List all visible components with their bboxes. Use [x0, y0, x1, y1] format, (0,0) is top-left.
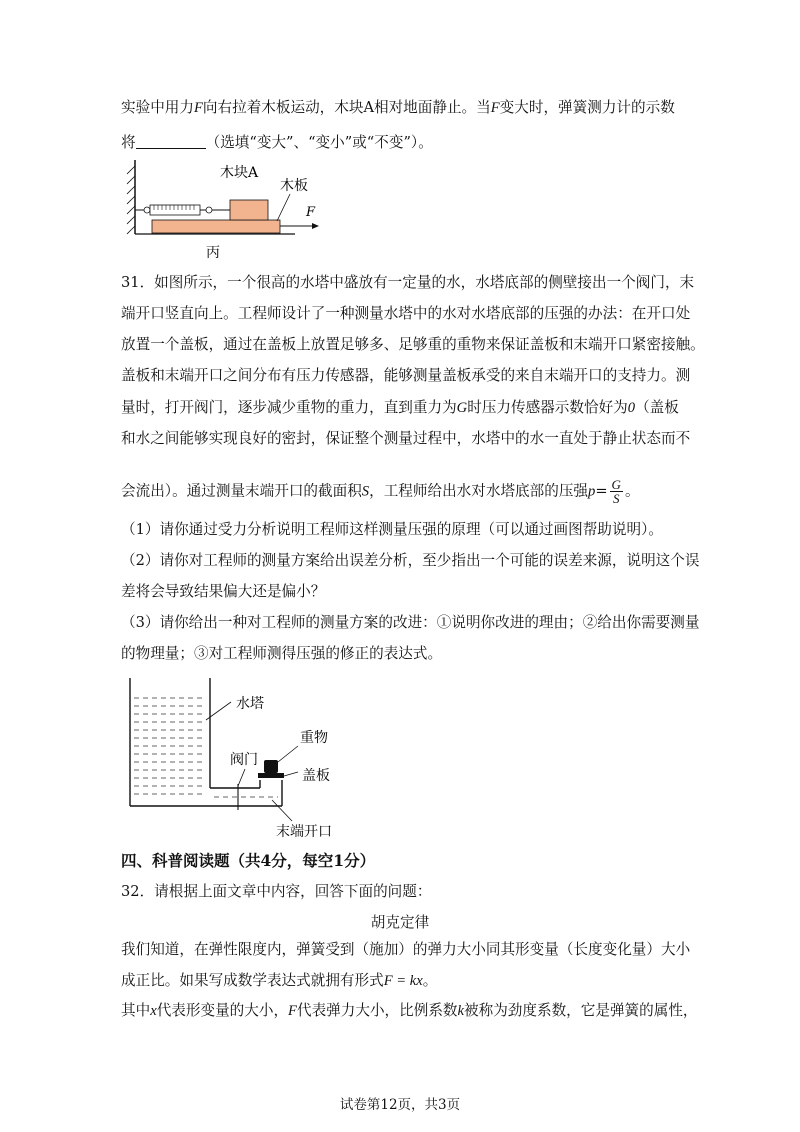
q31-line-1: 31．如图所示，一个很高的水塔中盛放有一定量的水，水塔底部的侧壁接出一个阀门，末 [121, 274, 695, 291]
article-para-1: 我们知道，在弹性限度内，弹簧受到（施加）的弹力大小同其形变量（长度变化量）大小 [121, 941, 691, 958]
q31-line-2: 端开口竖直向上。工程师设计了一种测量水塔中的水对水塔底部的压强的办法：在开口处 [121, 305, 691, 322]
page-footer: 试卷第12页，共3页 [339, 1097, 461, 1113]
q31-sub-1: （1）请你通过受力分析说明工程师这样测量压强的原理（可以通过画图帮助说明）。 [121, 521, 663, 538]
q31-line-5: 量时，打开阀门，逐步减少重物的重力，直到重力为G时压力传感器示数恰好为0（盖板 [121, 399, 679, 416]
label-water-tower: 水塔 [236, 696, 264, 712]
figure-bing [120, 158, 340, 268]
article-title: 胡克定律 [370, 914, 430, 931]
label-force: F [306, 205, 316, 220]
q30-text-line2: 将 （选填“变大”、“变小”或“不变”）。 [121, 134, 433, 151]
q31-line-3: 放置一个盖板，通过在盖板上放置足够多、足够重的重物来保证盖板和末端开口紧密接触。 [121, 336, 705, 353]
q31-line-6: 和水之间能够实现良好的密封，保证整个测量过程中，水塔中的水一直处于静止状态而不 [121, 430, 691, 447]
label-weight: 重物 [300, 730, 328, 746]
q31-sub-3a: （3）请你给出一种对工程师的测量方案的改进：①说明你改进的理由；②给出你需要测量 [121, 614, 700, 631]
q31-line-7: 会流出）。通过测量末端开口的截面积S，工程师给出水对水塔底部的压强p= $\frac{G}{S}$ 。 [121, 477, 640, 506]
q31-sub-3b: 的物理量；③对工程师测得压强的修正的表达式。 [121, 645, 443, 662]
label-valve: 阀门 [230, 752, 258, 768]
label-board: 木板 [280, 178, 308, 194]
q31-sub-2b: 差将会导致结果偏大还是偏小？ [121, 583, 326, 600]
q30-text-line1: 实验中用力F向右拉着木板运动，木块A相对地面静止。当F变大时，弹簧测力计的示数 [121, 99, 675, 116]
q31-sub-2a: （2）请你对工程师的测量方案给出误差分析，至少指出一个可能的误差来源，说明这个误 [121, 552, 700, 569]
article-para-2: 成正比。如果写成数学表达式就拥有形式F = kx。 [121, 972, 438, 989]
section-heading: 四、科普阅读题（共4分，每空1分） [121, 851, 376, 870]
q32-intro: 32．请根据上面文章中内容，回答下面的问题： [121, 883, 432, 900]
label-outlet: 末端开口 [276, 824, 332, 840]
pressure-fraction: $\frac{G}{S}$ [611, 477, 621, 506]
label-cover: 盖板 [302, 768, 330, 784]
figure-caption: 丙 [206, 245, 220, 261]
label-block-a: 木块A [220, 165, 259, 181]
figure-water-tower [120, 676, 360, 841]
answer-blank [136, 134, 206, 149]
q31-line-4: 盖板和末端开口之间分布有压力传感器，能够测量盖板承受的来自末端开口的支持力。测 [121, 367, 691, 384]
article-para-3: 其中x代表形变量的大小，F代表弹力大小，比例系数k被称为劲度系数，它是弹簧的属性， [121, 1002, 698, 1019]
